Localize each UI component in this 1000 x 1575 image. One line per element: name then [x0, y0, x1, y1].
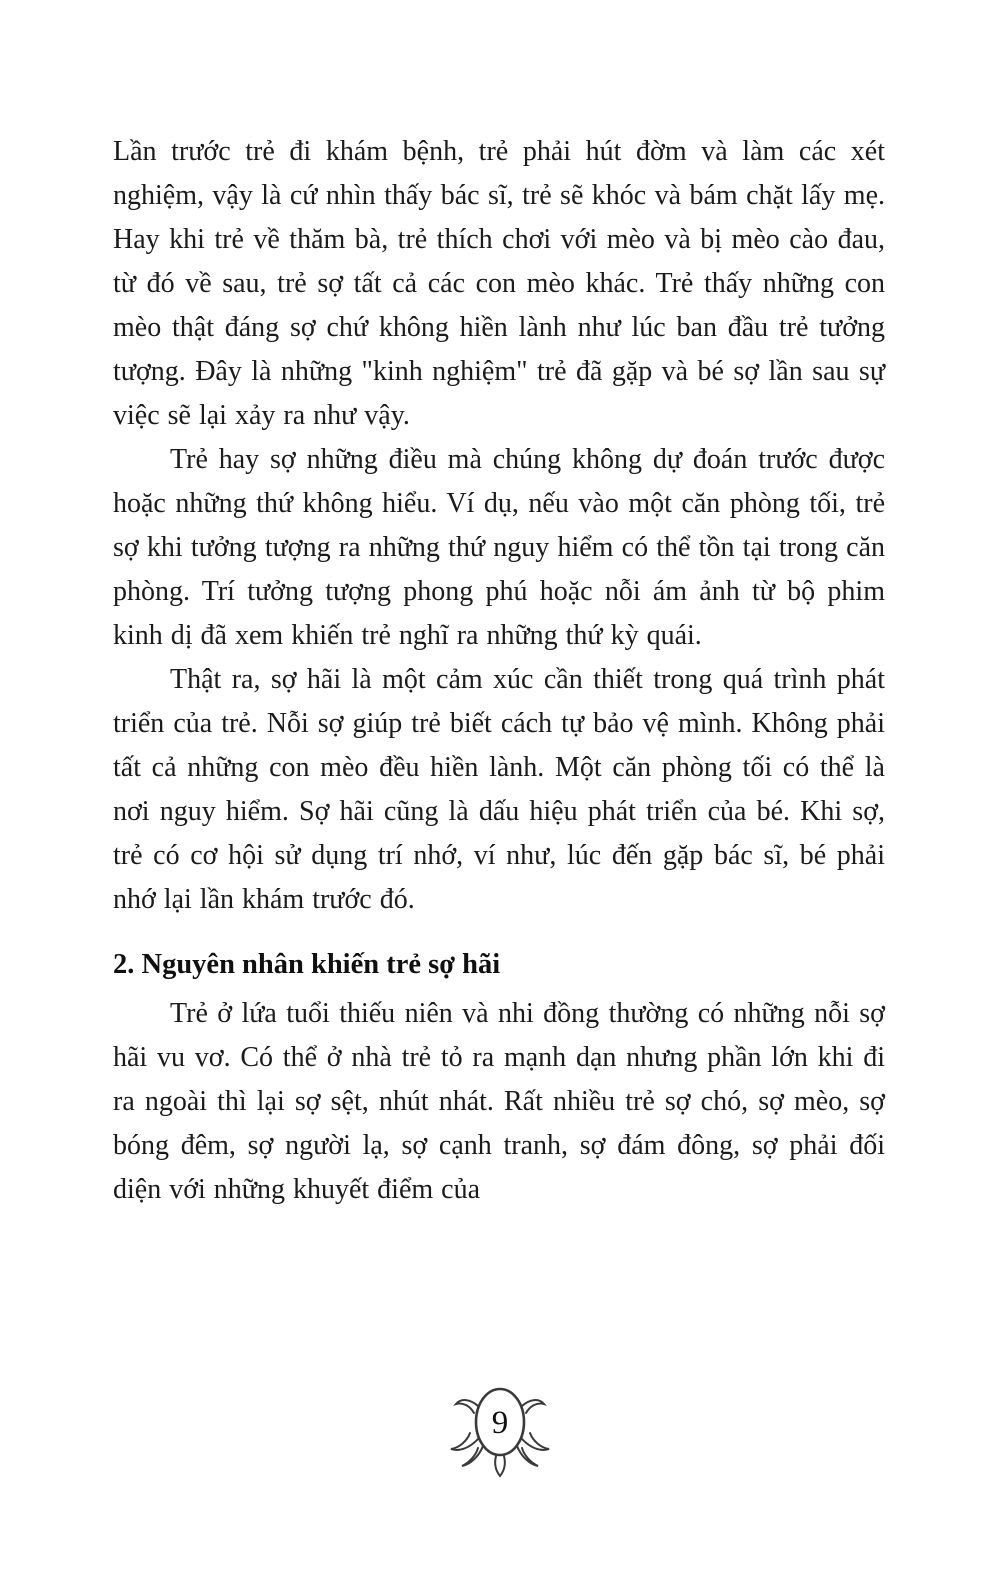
section-heading: 2. Nguyên nhân khiến trẻ sợ hãi	[113, 949, 501, 980]
paragraph: Lần trước trẻ đi khám bệnh, trẻ phải hút đờm và làm các xét nghiệm, vậy là cứ nhìn thấy bác sĩ, trẻ sẽ khóc và bám chặt lấy mẹ. Hay khi trẻ về thăm bà, trẻ thích chơi với mèo và bị mèo cào đau, từ đó về sau, trẻ sợ tất cả các con mèo khác. Trẻ thấy những con mèo thật đáng sợ chứ không hiền lành như lúc ban đầu trẻ tưởng tượng. Đây là những "kinh nghiệm" trẻ đã gặp và bé sợ lần sau sự việc sẽ lại xảy ra như vậy.	[113, 136, 885, 431]
text-block	[113, 130, 885, 1212]
page-number: 9	[491, 1405, 509, 1441]
page-footer	[0, 1378, 1000, 1482]
page-number-ornament	[438, 1378, 562, 1482]
paragraph: Trẻ hay sợ những điều mà chúng không dự đoán trước được hoặc những thứ không hiểu. Ví dụ, nếu vào một căn phòng tối, trẻ sợ khi tưởng tượng ra những thứ nguy hiểm có thể tồn tại trong căn phòng. Trí tưởng tượng phong phú hoặc nỗi ám ảnh từ bộ phim kinh dị đã xem khiến trẻ nghĩ ra những thứ kỳ quái.	[113, 444, 885, 651]
paragraph: Trẻ ở lứa tuổi thiếu niên và nhi đồng thường có những nỗi sợ hãi vu vơ. Có thể ở nhà trẻ tỏ ra mạnh dạn nhưng phần lớn khi đi ra ngoài thì lại sợ sệt, nhút nhát. Rất nhiều trẻ sợ chó, sợ mèo, sợ bóng đêm, sợ người lạ, sợ cạnh tranh, sợ đám đông, sợ phải đối diện với những khuyết điểm của	[113, 998, 885, 1205]
paragraph: Thật ra, sợ hãi là một cảm xúc cần thiết trong quá trình phát triển của trẻ. Nỗi sợ giúp trẻ biết cách tự bảo vệ mình. Không phải tất cả những con mèo đều hiền lành. Một căn phòng tối có thể là nơi nguy hiểm. Sợ hãi cũng là dấu hiệu phát triển của bé. Khi sợ, trẻ có cơ hội sử dụng trí nhớ, ví như, lúc đến gặp bác sĩ, bé phải nhớ lại lần khám trước đó.	[113, 664, 885, 915]
